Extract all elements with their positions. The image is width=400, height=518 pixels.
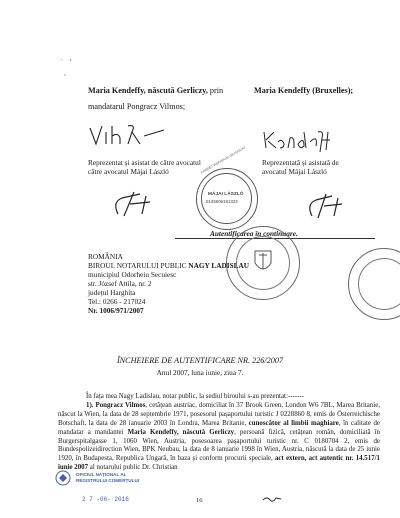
stamp-ring-text: CABINET INDIVIDUAL DE AVOCAT — [200, 145, 247, 175]
body-intro: În fața mea Nagy Ladislau, notar public, la sediul biroului s-au prezentat:------- — [86, 393, 304, 400]
right-party-suffix: (Bruxelles); — [312, 86, 354, 95]
notary-country: ROMÂNIA — [88, 252, 123, 261]
left-party — [88, 86, 223, 95]
notary-municipality: municipiul Odorheiu Secuiesc — [88, 270, 177, 279]
notary-block — [88, 252, 249, 315]
coat-of-arms-icon — [253, 249, 273, 275]
right-party-name: Maria Kendeffy — [254, 86, 311, 95]
left-party-name: Maria Kendeffy, născută Gerliczy, — [88, 86, 208, 95]
stamp-name: MÁJAI LÁSZLÓ — [208, 192, 244, 197]
notary-registry: Nr. 1006/971/2007 — [88, 306, 144, 315]
left-party-suffix: prin — [209, 86, 224, 95]
notary-office: BIROUL NOTARULUI PUBLIC NAGY LADISLAU — [88, 261, 250, 270]
lawyer-signature-right — [306, 190, 356, 220]
signature-right — [262, 128, 342, 156]
notary-name: NAGY LADISLAU — [188, 261, 250, 270]
autentificarea-note: Autentificarea în continuare. — [210, 229, 298, 238]
footer-initials — [262, 494, 282, 504]
notary-phone: Tel.: 0266 - 217024 — [88, 297, 146, 306]
body-paragraph-1: 1). Pongracz Vilmos, cetățean austriac, domiciliat în 37 Brook Green, London W6 7BL, Marea Britanie, născut la Wien, la data de 28 septembrie 1971, posesorul pașaportului turistic J 0228860 8, emis de Österreichische Botschaft, la data de 28 ianuarie 2003 în Londra, Marea Britanie, cunoscător al limbii maghiare, în calitate de mandatar a mandantei Maria Kendeffy, născută Gerliczy, persoană fizică, cetățean român, domiciliată în Burgerspitalgasse 1, 1060 Wien, Austria, posesoarea pașaportului turistic nr. C 0180704 2, emis de Bundespolizeidirection Wien, BPK Neubau, la data de 8 ianuarie 1998 în Wien, Austria, născută la data de 25 iunie 1920, în Budapesta, Republica Ungară, în baza și conform procurii speciale, act extern, act autentic nr. 14.517/1 iunie 2007 al notarului public Dr. Christian — [58, 401, 381, 472]
page-number: 16 — [196, 497, 203, 504]
notary-round-seal — [226, 226, 300, 300]
scan-speck-2: ‹ — [64, 72, 66, 78]
lawyer-round-stamp — [196, 145, 258, 230]
left-representation: Reprezentat și asistat de către avocatul către avocatul Májai László — [88, 158, 201, 176]
closure-date: Anul 2007, luna iunie, ziua 7. — [156, 368, 244, 377]
onrc-logo-icon — [54, 470, 72, 486]
right-party — [254, 86, 353, 95]
onrc-line-1: OFICIUL NAȚIONAL AL — [76, 472, 127, 477]
onrc-date: 2 7 -06- 2016 — [82, 496, 129, 503]
body-text — [58, 393, 380, 473]
onrc-stamp — [54, 470, 150, 514]
scan-specks: · › — [60, 56, 72, 64]
signature-left — [88, 122, 168, 152]
stamp-number: 0145606191323 — [206, 199, 238, 204]
closure-title: ÎNCHEIERE DE AUTENTIFICARE NR. 226/2007 — [116, 356, 284, 365]
lawyer-signature-left — [110, 188, 170, 218]
partial-seal-right — [348, 248, 400, 320]
left-party-mandate: mandatarul Pongracz Vilmos; — [88, 102, 186, 111]
right-representation: Reprezentată și asistată de avocatul Májai László — [262, 158, 339, 176]
notary-street: str. József Attila, nr. 2 — [88, 279, 152, 288]
onrc-line-2: REGISTRULUI COMERȚULUI — [76, 478, 140, 483]
notary-county: județul Harghita — [88, 288, 136, 297]
